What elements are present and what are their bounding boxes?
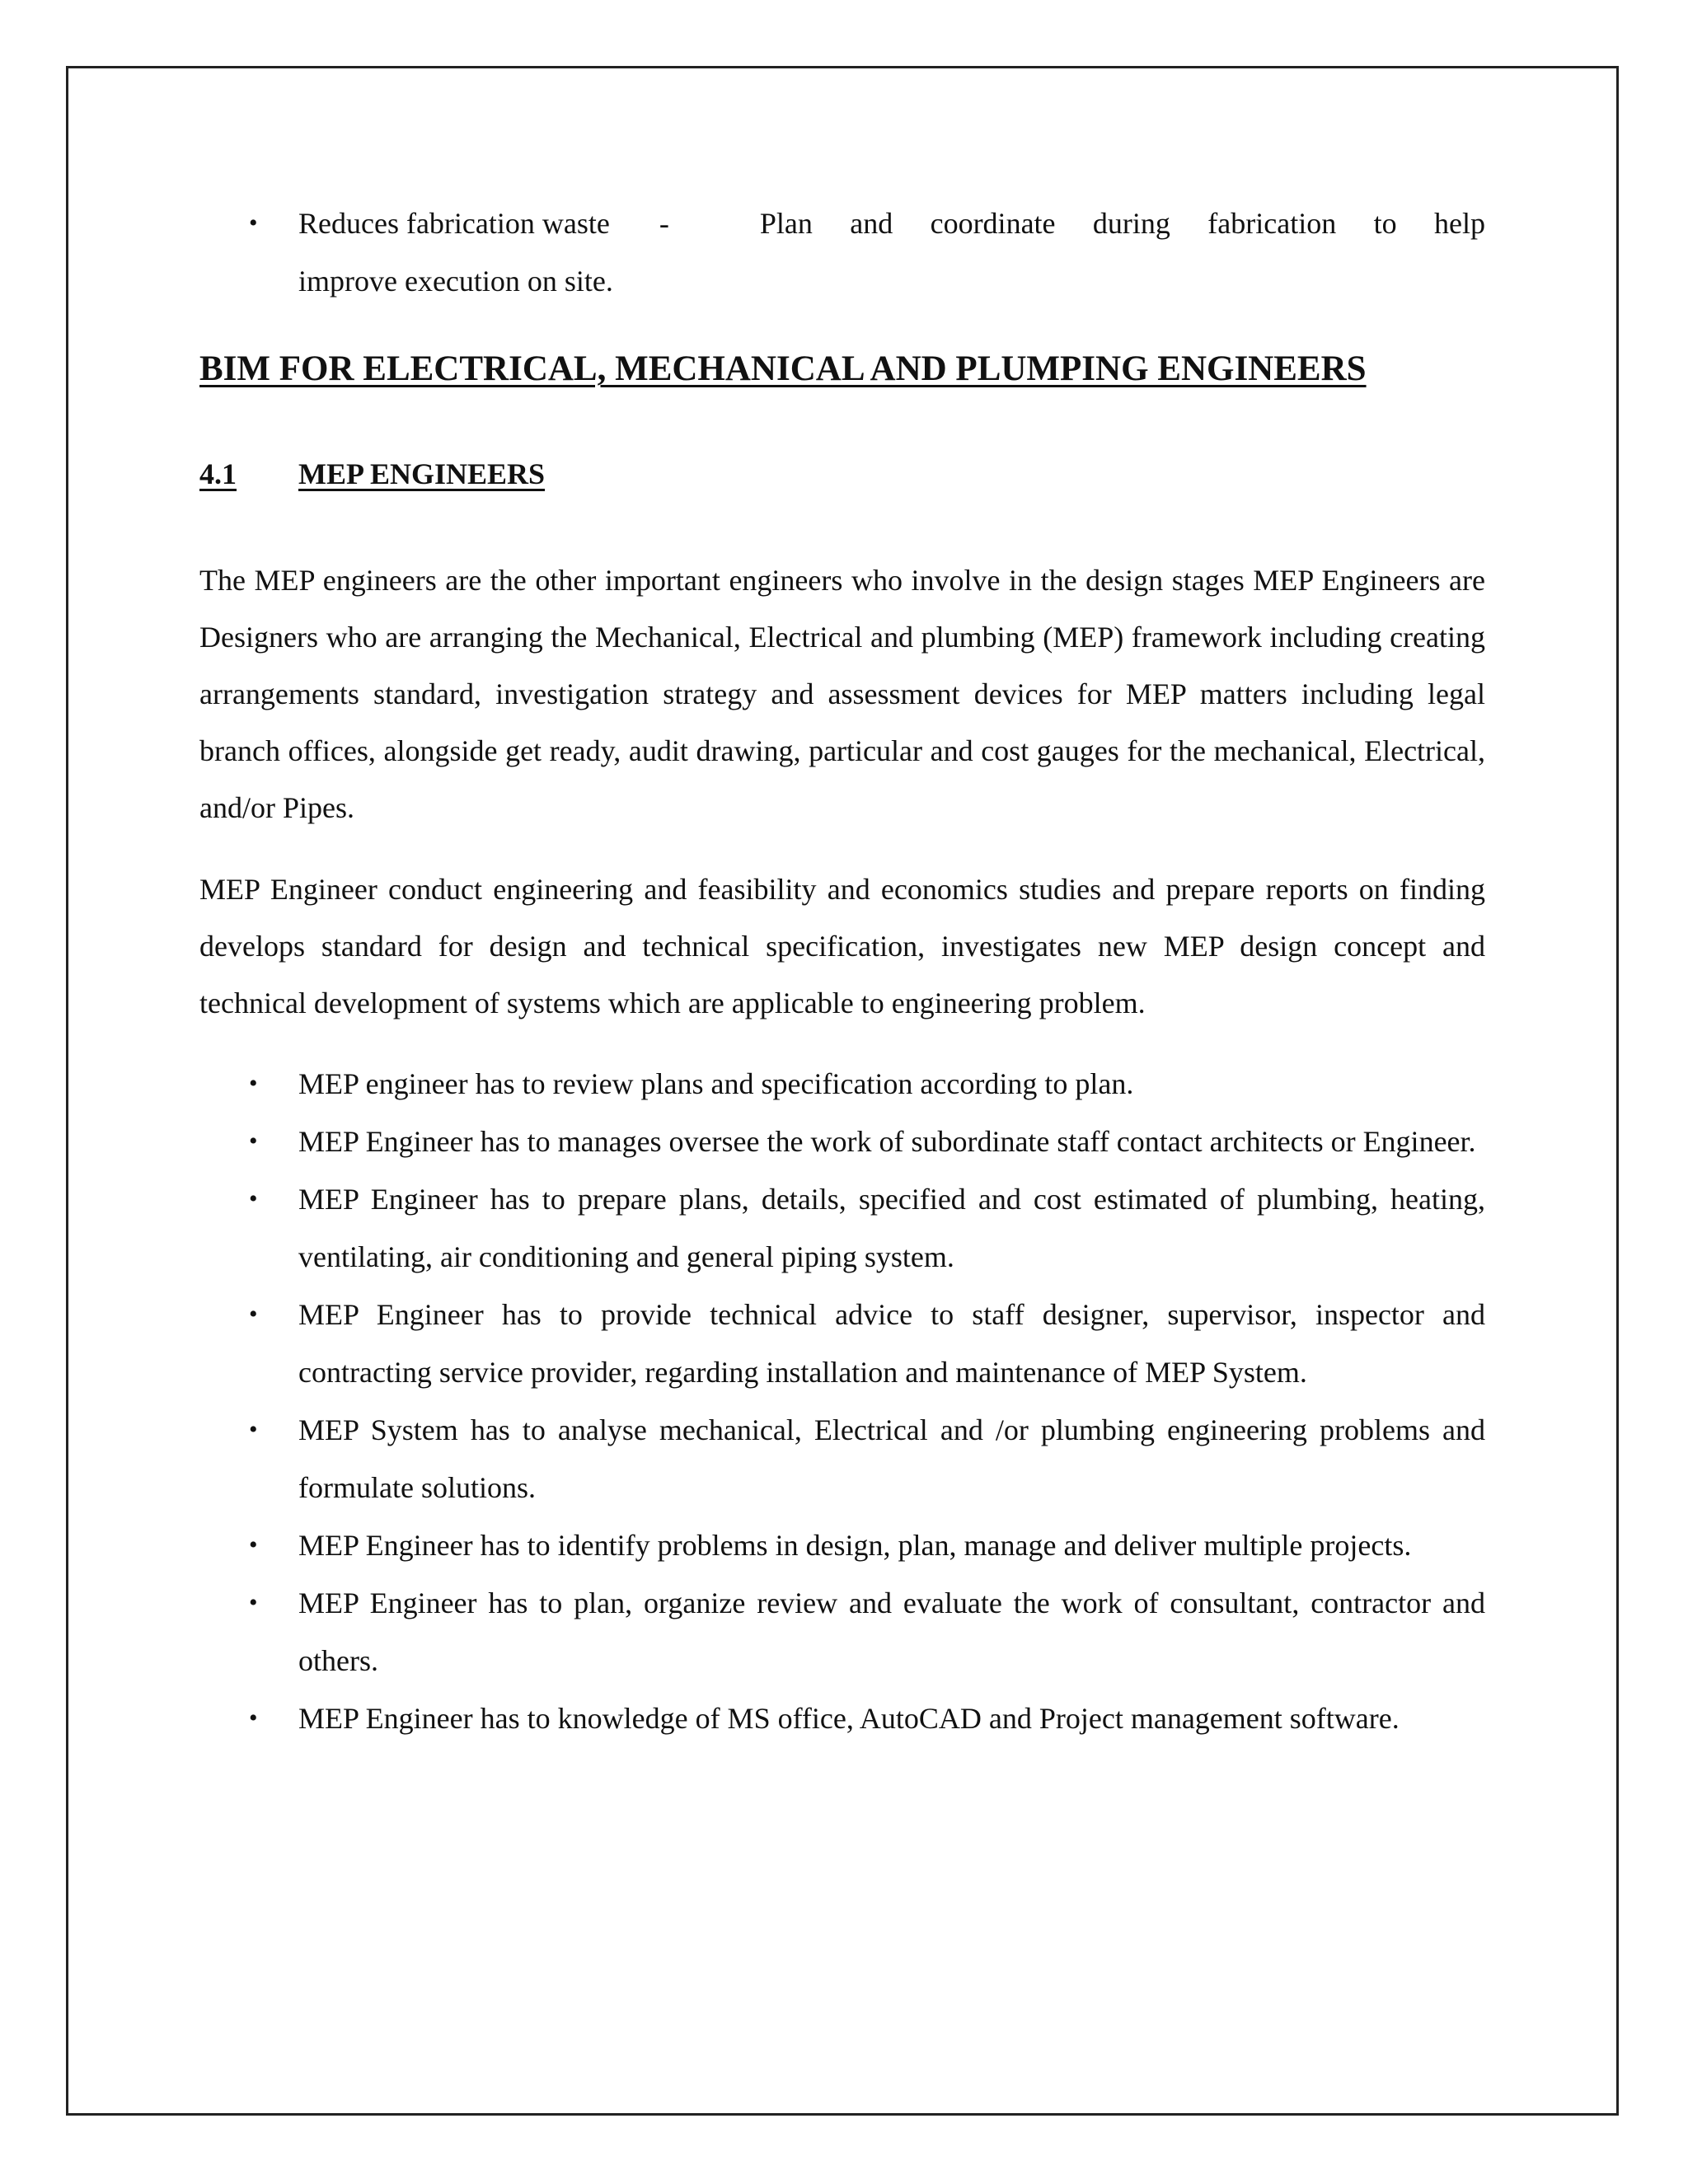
word: coordinate bbox=[930, 207, 1056, 240]
section-heading bbox=[199, 453, 545, 494]
list-item bbox=[199, 1170, 1485, 1286]
list-item bbox=[199, 1055, 1485, 1113]
list-item-line-1 bbox=[298, 194, 1485, 252]
bullet-icon: • bbox=[249, 209, 258, 237]
list-item bbox=[199, 1286, 1485, 1401]
word: during bbox=[1092, 207, 1170, 240]
word: help bbox=[1433, 207, 1485, 240]
list-item-lead: Reduces fabrication waste bbox=[298, 207, 610, 240]
list-item bbox=[199, 1574, 1485, 1690]
list-item bbox=[199, 1516, 1485, 1574]
chapter-heading: BIM FOR ELECTRICAL, MECHANICAL AND PLUMPING ENGINEERS bbox=[199, 349, 1367, 388]
list-item-text: MEP Engineer has to provide technical advice to staff designer, supervisor, inspector and contracting service provider, regarding installation and maintenance of MEP System. bbox=[298, 1298, 1485, 1389]
bullet-icon: • bbox=[249, 1301, 258, 1328]
list-item bbox=[199, 1113, 1485, 1170]
list-item-text: MEP System has to analyse mechanical, Electrical and /or plumbing engineering problems and formulate solutions. bbox=[298, 1413, 1485, 1504]
bullet-icon: • bbox=[249, 1070, 258, 1097]
paragraph: MEP Engineer conduct engineering and feasibility and economics studies and prepare reports on finding develops standard for design and technical specification, investigates new MEP design concept and technical development of systems which are applicable to engineering problem. bbox=[199, 873, 1485, 1019]
list-item-line-2: improve execution on site. bbox=[298, 265, 613, 298]
bullet-icon: • bbox=[249, 1127, 258, 1155]
bullet-icon: • bbox=[249, 1416, 258, 1443]
document-content bbox=[199, 194, 1485, 1747]
list-item bbox=[199, 1690, 1485, 1747]
section-title: MEP ENGINEERS bbox=[298, 457, 546, 490]
list-item-dash: - bbox=[659, 207, 669, 240]
word: and bbox=[850, 207, 893, 240]
section-number: 4.1 bbox=[199, 457, 237, 490]
list-item-text: MEP Engineer has to knowledge of MS office, AutoCAD and Project management software. bbox=[298, 1702, 1400, 1735]
list-item-text: MEP Engineer has to prepare plans, details, specified and cost estimated of plumbing, heating, ventilating, air conditioning and general piping system. bbox=[298, 1183, 1485, 1273]
word: to bbox=[1373, 207, 1397, 240]
list-item bbox=[199, 1401, 1485, 1516]
bullet-icon: • bbox=[249, 1589, 258, 1616]
list-item-text: MEP Engineer has to identify problems in design, plan, manage and deliver multiple projects. bbox=[298, 1529, 1412, 1562]
list-item-text: MEP Engineer has to plan, organize review and evaluate the work of consultant, contractor and others. bbox=[298, 1586, 1485, 1677]
bullet-icon: • bbox=[249, 1704, 258, 1732]
word: fabrication bbox=[1207, 207, 1337, 240]
list-item-reduces-waste bbox=[199, 194, 1485, 310]
bullet-icon: • bbox=[249, 1185, 258, 1212]
list-item-text: MEP engineer has to review plans and specification according to plan. bbox=[298, 1067, 1134, 1100]
list-item-text: MEP Engineer has to manages oversee the work of subordinate staff contact architects or Engineer. bbox=[298, 1125, 1476, 1158]
list-item-rest bbox=[760, 194, 1485, 252]
bullet-icon: • bbox=[249, 1531, 258, 1558]
bullet-list bbox=[199, 1055, 1485, 1747]
word: Plan bbox=[759, 207, 813, 240]
paragraph: The MEP engineers are the other important engineers who involve in the design stages MEP Engineers are Designers who are arranging the Mechanical, Electrical and plumbing (MEP) framework including creating arrangements standard, investigation strategy and assessment devices for MEP matters including legal branch offices, alongside get ready, audit drawing, particular and cost gauges for the mechanical, Electrical, and/or Pipes. bbox=[199, 564, 1485, 824]
